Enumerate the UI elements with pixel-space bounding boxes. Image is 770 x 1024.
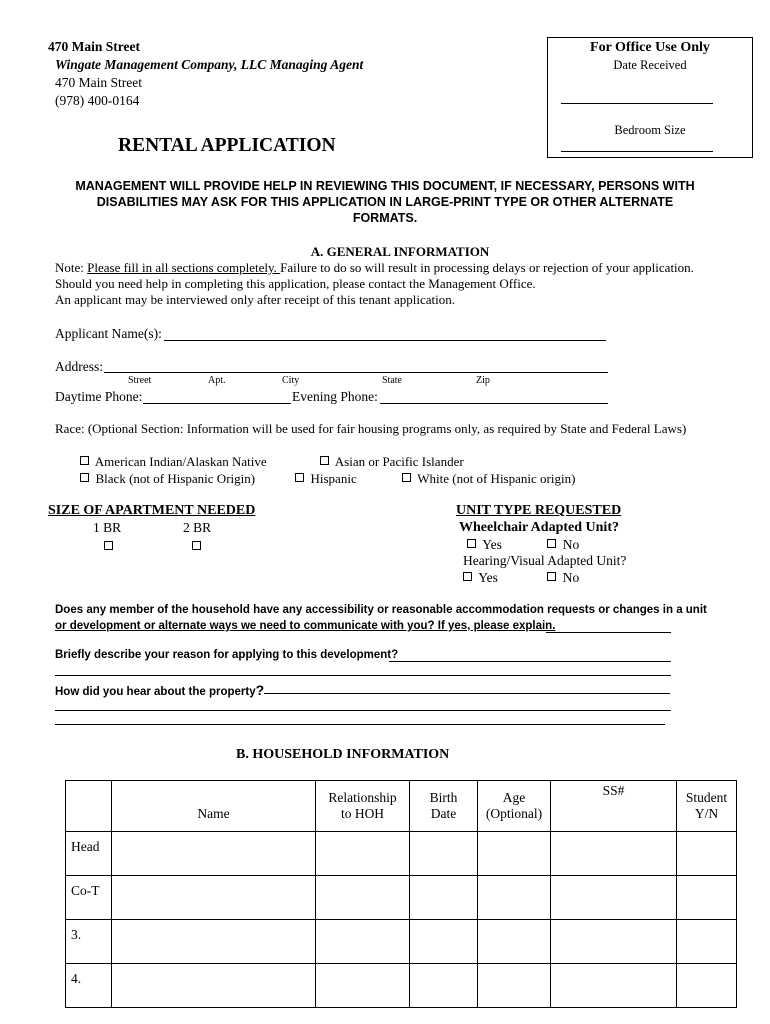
section-b-heading: B. HOUSEHOLD INFORMATION — [236, 747, 450, 762]
address-state-sub: State — [382, 375, 402, 386]
notice-line-3: FORMATS. — [352, 211, 418, 225]
accommodation-field[interactable] — [546, 632, 671, 633]
hearing-no-label: No — [562, 570, 580, 585]
checkbox-icon[interactable] — [467, 539, 476, 548]
birth-date-cell[interactable] — [410, 964, 478, 1008]
header-address: 470 Main Street — [55, 75, 142, 90]
row-label: Co-T — [66, 876, 112, 920]
checkbox-icon[interactable] — [547, 539, 556, 548]
apartment-2br-label: 2 BR — [183, 520, 212, 535]
race-option-black[interactable] — [80, 471, 255, 487]
race-option-hispanic[interactable] — [295, 471, 357, 487]
race-option-white[interactable] — [402, 471, 575, 487]
note-rest: Failure to do so will result in processing delays or rejection of your application. — [280, 260, 694, 275]
address-field[interactable] — [104, 372, 608, 373]
wheelchair-yes-label: Yes — [482, 537, 502, 552]
relationship-cell[interactable] — [316, 964, 410, 1008]
relationship-cell[interactable] — [316, 876, 410, 920]
note-underlined: Please fill in all sections completely. — [87, 260, 281, 275]
birth-date-cell[interactable] — [410, 920, 478, 964]
name-cell[interactable] — [112, 832, 316, 876]
row-label: 3. — [66, 920, 112, 964]
row-label: Head — [66, 832, 112, 876]
col-ss — [551, 781, 677, 832]
applicant-names-field[interactable] — [164, 340, 606, 341]
relationship-cell[interactable] — [316, 832, 410, 876]
relationship-cell[interactable] — [316, 920, 410, 964]
apartment-2br-checkbox[interactable] — [192, 539, 201, 555]
birth-date-cell[interactable] — [410, 876, 478, 920]
table-row — [66, 920, 737, 964]
checkbox-icon[interactable] — [80, 456, 89, 465]
reason-field-2[interactable] — [55, 675, 671, 676]
col-student-label-2: Y/N — [694, 806, 719, 821]
managing-agent: Wingate Management Company, LLC Managing Agent — [55, 57, 364, 72]
race-hispanic-label: Hispanic — [310, 471, 357, 486]
notice-line-1: MANAGEMENT WILL PROVIDE HELP IN REVIEWING THIS DOCUMENT, IF NECESSARY, PERSONS WITH — [75, 179, 695, 193]
hear-field-3[interactable] — [55, 724, 665, 725]
col-name — [112, 781, 316, 832]
evening-phone-label: Evening Phone: — [292, 389, 378, 404]
race-black-label: Black (not of Hispanic Origin) — [95, 471, 256, 486]
hearing-no[interactable] — [547, 570, 579, 586]
header-address-bold: 470 Main Street — [48, 39, 140, 54]
checkbox-icon[interactable] — [320, 456, 329, 465]
hear-field-2[interactable] — [55, 710, 671, 711]
apartment-1br-checkbox[interactable] — [104, 539, 113, 555]
address-street-sub: Street — [128, 375, 152, 386]
checkbox-icon[interactable] — [402, 473, 411, 482]
age-cell[interactable] — [478, 920, 551, 964]
checkbox-icon[interactable] — [295, 473, 304, 482]
checkbox-icon[interactable] — [104, 541, 113, 550]
hearing-yes-label: Yes — [478, 570, 498, 585]
reason-field-1[interactable] — [389, 661, 671, 662]
ss-cell[interactable] — [551, 876, 677, 920]
page-title: RENTAL APPLICATION — [118, 135, 336, 156]
section-a-heading: A. GENERAL INFORMATION — [310, 244, 490, 259]
table-row — [66, 876, 737, 920]
bedroom-size-label: Bedroom Size — [614, 123, 686, 137]
apartment-1br-label: 1 BR — [93, 520, 122, 535]
col-age — [478, 781, 551, 832]
col-relationship — [316, 781, 410, 832]
office-use-box — [547, 37, 753, 158]
age-cell[interactable] — [478, 876, 551, 920]
col-age-label-1: Age — [502, 790, 526, 805]
checkbox-icon[interactable] — [192, 541, 201, 550]
office-use-title: For Office Use Only — [590, 40, 710, 55]
race-option-american-indian[interactable] — [80, 454, 267, 470]
hear-field-1[interactable] — [264, 693, 670, 694]
notice-line-2: DISABILITIES MAY ASK FOR THIS APPLICATION IN LARGE-PRINT TYPE OR OTHER ALTERNATE — [96, 195, 674, 209]
col-blank — [66, 781, 112, 832]
hear-question — [55, 682, 264, 698]
race-american-indian-label: American Indian/Alaskan Native — [94, 454, 267, 469]
address-apt-sub: Apt. — [208, 375, 226, 386]
address-zip-sub: Zip — [476, 375, 490, 386]
col-birth-label-2: Date — [430, 806, 457, 821]
race-asian-label: Asian or Pacific Islander — [334, 454, 464, 469]
help-line: Should you need help in completing this application, please contact the Management Office. — [55, 276, 536, 291]
apartment-size-heading: SIZE OF APARTMENT NEEDED — [48, 503, 256, 518]
checkbox-icon[interactable] — [80, 473, 89, 482]
race-white-label: White (not of Hispanic origin) — [417, 471, 576, 486]
age-cell[interactable] — [478, 964, 551, 1008]
wheelchair-label: Wheelchair Adapted Unit? — [459, 520, 619, 535]
accommodation-question-2: or development or alternate ways we need to communicate with you? If yes, please explain. — [55, 620, 556, 632]
name-cell[interactable] — [112, 964, 316, 1008]
applicant-names-label: Applicant Name(s): — [55, 326, 162, 341]
col-birth-label-1: Birth — [429, 790, 458, 805]
unit-type-heading: UNIT TYPE REQUESTED — [456, 503, 622, 518]
col-birth-date — [410, 781, 478, 832]
age-cell[interactable] — [478, 832, 551, 876]
table-header-row — [66, 781, 737, 832]
ss-cell[interactable] — [551, 964, 677, 1008]
hear-question-mark: ? — [255, 682, 265, 698]
note-line — [55, 260, 694, 276]
note-prefix: Note: — [55, 260, 88, 275]
col-name-label: Name — [197, 806, 230, 821]
hear-question-text: How did you hear about the property — [55, 686, 256, 698]
student-cell[interactable] — [677, 920, 737, 964]
interview-line: An applicant may be interviewed only after receipt of this tenant application. — [55, 292, 455, 307]
ss-cell[interactable] — [551, 832, 677, 876]
row-label: 4. — [66, 964, 112, 1008]
evening-phone-field[interactable] — [380, 403, 608, 404]
ss-cell[interactable] — [551, 920, 677, 964]
name-cell[interactable] — [112, 920, 316, 964]
accommodation-question-1: Does any member of the household have any accessibility or reasonable accommodation requests or changes in a unit — [55, 604, 707, 616]
col-relationship-label-1: Relationship — [328, 790, 397, 805]
race-label: Race: (Optional Section: Information will be used for fair housing programs only, as required by State and Federal Laws) — [55, 421, 687, 436]
student-cell[interactable] — [677, 832, 737, 876]
col-relationship-label-2: to HOH — [340, 806, 385, 821]
wheelchair-yes[interactable] — [467, 537, 502, 553]
col-student-label-1: Student — [685, 790, 728, 805]
household-table — [65, 780, 737, 1008]
date-received-label: Date Received — [613, 58, 687, 72]
race-option-asian[interactable] — [320, 454, 464, 470]
table-row — [66, 964, 737, 1008]
address-label: Address: — [55, 359, 103, 374]
daytime-phone-label: Daytime Phone: — [55, 389, 143, 404]
student-cell[interactable] — [677, 964, 737, 1008]
bedroom-size-field[interactable] — [561, 151, 713, 152]
checkbox-icon[interactable] — [547, 572, 556, 581]
student-cell[interactable] — [677, 876, 737, 920]
wheelchair-no-label: No — [562, 537, 580, 552]
address-city-sub: City — [282, 375, 300, 386]
hearing-visual-label: Hearing/Visual Adapted Unit? — [463, 553, 627, 568]
daytime-phone-field[interactable] — [143, 403, 291, 404]
reason-question: Briefly describe your reason for applying to this development? — [55, 649, 399, 661]
col-student — [677, 781, 737, 832]
header-phone: (978) 400-0164 — [55, 93, 140, 108]
wheelchair-no[interactable] — [547, 537, 579, 553]
hearing-yes[interactable] — [463, 570, 498, 586]
birth-date-cell[interactable] — [410, 832, 478, 876]
checkbox-icon[interactable] — [463, 572, 472, 581]
col-age-label-2: (Optional) — [485, 806, 543, 821]
col-ss-label: SS# — [602, 783, 625, 798]
table-row — [66, 832, 737, 876]
date-received-field[interactable] — [561, 103, 713, 104]
name-cell[interactable] — [112, 876, 316, 920]
